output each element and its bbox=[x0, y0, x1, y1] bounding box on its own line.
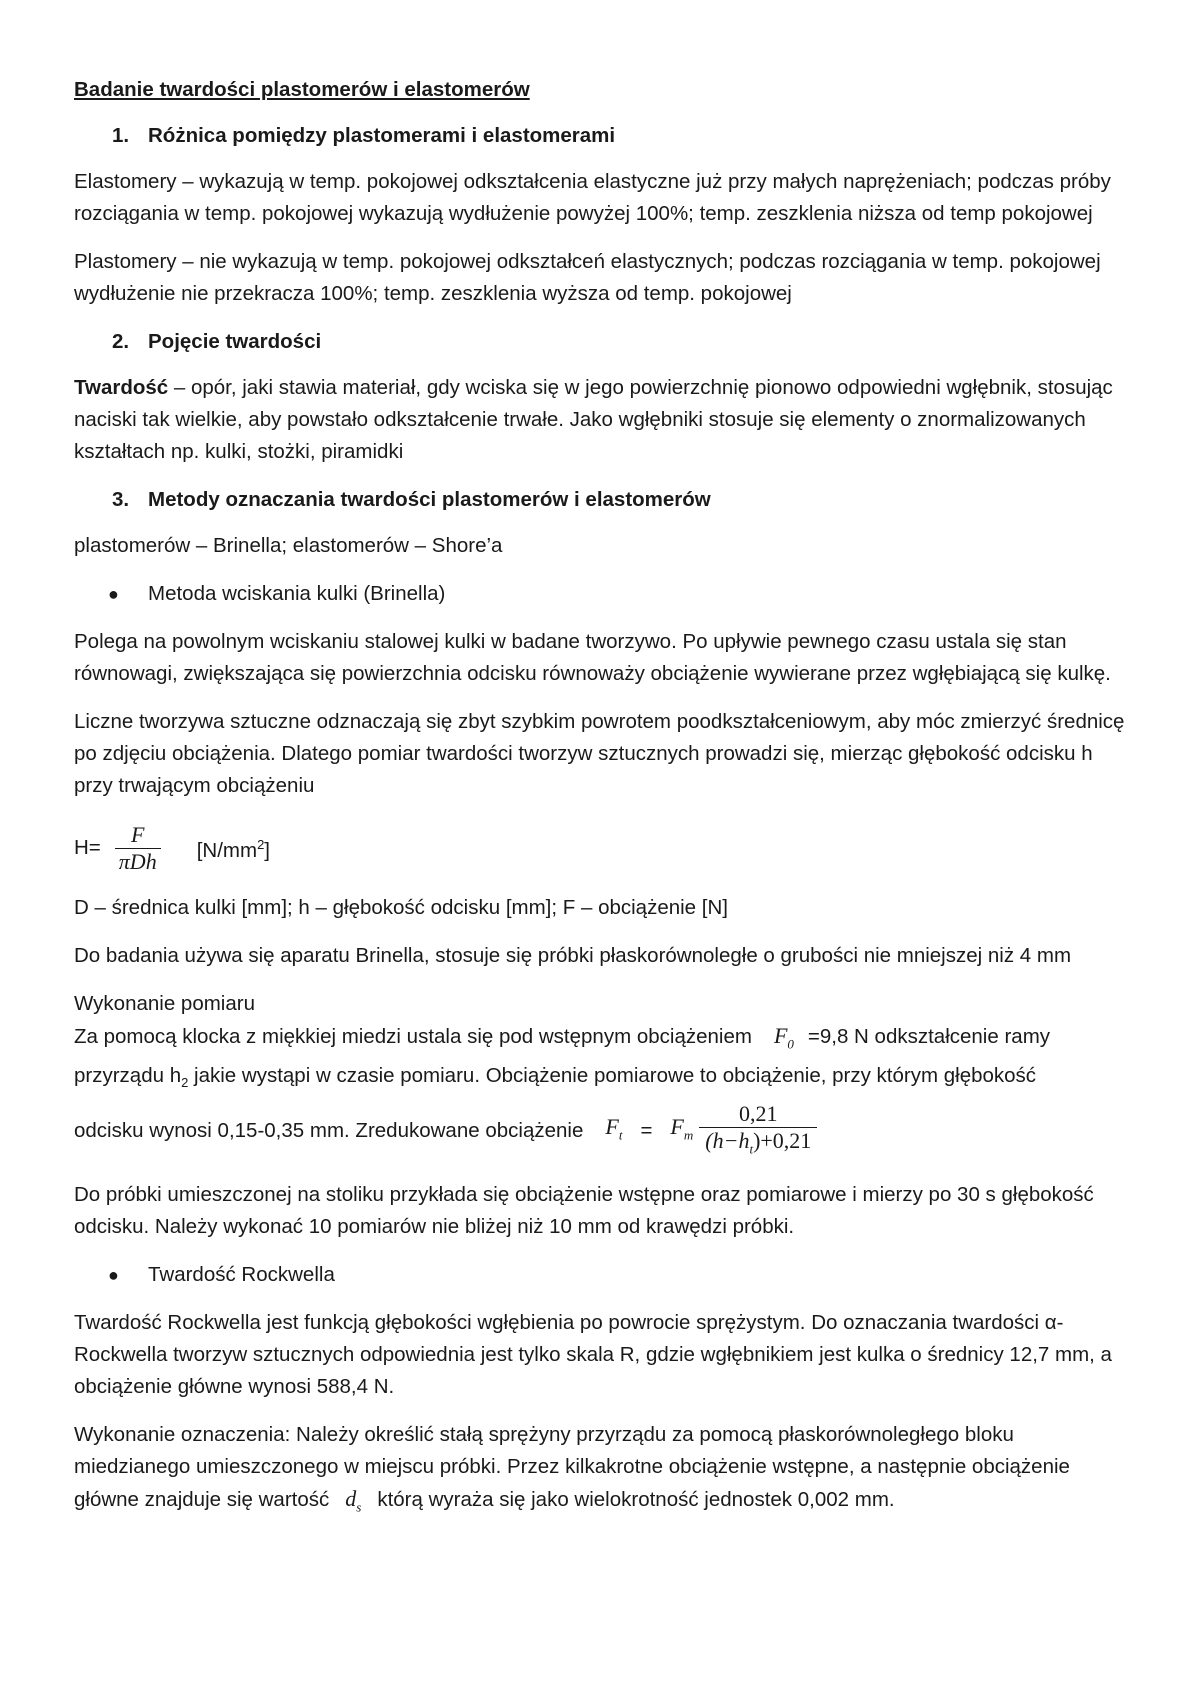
elastomers-paragraph: Elastomery – wykazują w temp. pokojowej odkształcenia elastyczne już przy małych naprężeniach; podczas próby rozciągania w temp. pokojowej wykazują wydłużenie powyżej 100%; temp. zeszklenia niższa od temp pokojowej bbox=[74, 170, 1111, 225]
formula-legend: D – średnica kulki [mm]; h – głębokość odcisku [mm]; F – obciążenie [N] bbox=[74, 896, 728, 919]
sample-paragraph: Do próbki umieszczonej na stoliku przykłada się obciążenie wstępne oraz pomiarowe i mierzy po 30 s głębokość odcisku. Należy wykonać 10 pomiarów nie bliżej niż 10 mm od krawędzi próbki. bbox=[74, 1183, 1094, 1239]
ft-letter: F bbox=[605, 1114, 619, 1140]
bullet-brinell bbox=[74, 578, 1134, 610]
measurement-line-2 bbox=[74, 1060, 1134, 1099]
rockwell-execution-a: Wykonanie oznaczenia: Należy określić stałą sprężyny przyrządu za pomocą płaskorównoległego bloku miedzianego umieszczonego w miejscu próbki. Przez kilkakrotne obciążenie wstępne, a następnie obciążenie główne znajduje się wartość bbox=[74, 1423, 1070, 1512]
plastomers-paragraph: Plastomery – nie wykazują w temp. pokojowej odkształceń elastycznych; podczas rozciągania w temp. pokojowej wydłużenie nie przekracza 100%; temp. zeszklenia wyższa od temp. pokojowej bbox=[74, 250, 1101, 305]
reduced-load-fraction bbox=[699, 1101, 817, 1162]
bullet-rockwell-label: Twardość Rockwella bbox=[148, 1263, 335, 1287]
document-title: Badanie twardości plastomerów i elastomerów bbox=[74, 78, 530, 101]
section-2-title: Pojęcie twardości bbox=[148, 330, 322, 353]
bullet-brinell-label: Metoda wciskania kulki (Brinella) bbox=[148, 582, 446, 605]
f0-subscript: 0 bbox=[787, 1036, 794, 1052]
measurement-line-2b: jakie wystąpi w czasie pomiaru. Obciążenie pomiarowe to obciążenie, przy którym głębokość bbox=[188, 1064, 1037, 1088]
section-2-heading bbox=[74, 326, 1134, 358]
apparatus-paragraph: Do badania używa się aparatu Brinella, stosuje się próbki płaskorównoległe o grubości nie mniejszej niż 4 mm bbox=[74, 944, 1072, 967]
hardness-definition: – opór, jaki stawia materiał, gdy wciska się w jego powierzchnię pionowo odpowiedni wgłębnik, stosując naciski tak wielkie, aby powstało odkształcenie trwałe. Jako wgłębniki stosuje się elementy o znormalizowanych kształtach np. kulki, stożki, piramidki bbox=[74, 376, 1113, 463]
preload-variable bbox=[773, 1023, 794, 1052]
section-1-number: 1. bbox=[112, 124, 130, 147]
fm-subscript: m bbox=[683, 1127, 694, 1143]
formula-denominator: πDh bbox=[118, 848, 157, 874]
hardness-term: Twardość bbox=[74, 376, 169, 399]
ft-variable bbox=[605, 1111, 622, 1151]
ds-variable bbox=[345, 1486, 362, 1515]
denominator-part-b: )+0,21 bbox=[753, 1127, 812, 1153]
formula-fraction bbox=[115, 822, 161, 875]
section-3-heading bbox=[74, 484, 1134, 516]
formula-unit-close: ] bbox=[264, 838, 270, 862]
equals-sign: = bbox=[640, 1119, 653, 1143]
h2-subscript: 2 bbox=[181, 1075, 189, 1091]
bullet-rockwell bbox=[74, 1259, 1134, 1291]
measurement-line-2a: przyrządu h bbox=[74, 1064, 182, 1088]
bullet-dot-icon: ● bbox=[108, 1265, 119, 1286]
section-3-number: 3. bbox=[112, 488, 130, 511]
formula-unit bbox=[197, 829, 270, 867]
reduced-denominator bbox=[699, 1128, 817, 1162]
rockwell-execution-paragraph bbox=[74, 1419, 1134, 1523]
ft-subscript: t bbox=[618, 1127, 623, 1143]
rockwell-execution-b: którą wyraża się jako wielokrotność jednostek 0,002 mm. bbox=[377, 1488, 895, 1512]
section-3-title: Metody oznaczania twardości plastomerów i elastomerów bbox=[148, 488, 711, 511]
bullet-dot-icon: ● bbox=[108, 584, 119, 604]
measurement-heading: Wykonanie pomiaru bbox=[74, 992, 255, 1015]
section-1-title: Różnica pomiędzy plastomerami i elastomerami bbox=[148, 124, 616, 147]
formula-numerator: F bbox=[131, 821, 145, 847]
brinell-paragraph-1: Polega na powolnym wciskaniu stalowej kulki w badane tworzywo. Po upływie pewnego czasu ustala się stan równowagi, zwiększająca się powierzchnia odcisku równoważy obciążenie wywierane przez wgłębiającą się kulkę. bbox=[74, 630, 1111, 685]
measurement-line-1 bbox=[74, 1020, 1134, 1060]
f0-letter: F bbox=[773, 1023, 788, 1048]
reduced-load-line bbox=[74, 1099, 1134, 1163]
formula-unit-text: [N/mm bbox=[196, 838, 258, 862]
ds-subscript: s bbox=[356, 1499, 362, 1515]
hardness-definition-paragraph bbox=[74, 372, 1134, 468]
measurement-line-1b: =9,8 N odkształcenie ramy bbox=[807, 1025, 1051, 1048]
ds-letter: d bbox=[345, 1486, 357, 1512]
measurement-line-3a: odcisku wynosi 0,15-0,35 mm. Zredukowane obciążenie bbox=[74, 1119, 584, 1143]
denominator-part-a: (h−h bbox=[705, 1127, 750, 1153]
section-1-heading bbox=[74, 120, 1134, 152]
fm-letter: F bbox=[670, 1114, 684, 1140]
formula-lhs: H= bbox=[74, 836, 101, 859]
formula-unit-exponent: 2 bbox=[257, 837, 265, 853]
reduced-numerator: 0,21 bbox=[739, 1100, 778, 1126]
denominator-subscript: t bbox=[749, 1141, 754, 1157]
document-page bbox=[74, 74, 1134, 1540]
measurement-block bbox=[74, 988, 1134, 1163]
fm-variable bbox=[670, 1111, 693, 1151]
section-2-number: 2. bbox=[112, 330, 130, 353]
measurement-line-1a: Za pomocą klocka z miękkiej miedzi ustala się pod wstępnym obciążeniem bbox=[74, 1025, 752, 1048]
methods-line: plastomerów – Brinella; elastomerów – Shore’a bbox=[74, 534, 503, 557]
brinell-paragraph-2: Liczne tworzywa sztuczne odznaczają się zbyt szybkim powrotem poodkształceniowym, aby móc zmierzyć średnicę po zdjęciu obciążenia. Dlatego pomiar twardości tworzyw sztucznych prowadzi się, mierząc głębokość odcisku h przy trwającym obciążeniu bbox=[74, 710, 1125, 797]
rockwell-paragraph: Twardość Rockwella jest funkcją głębokości wgłębienia po powrocie sprężystym. Do oznaczania twardości α-Rockwella tworzyw sztucznych odpowiednia jest tylko skala R, gdzie wgłębnikiem jest kulka o średnicy 12,7 mm, a obciążenie główne wynosi 588,4 N. bbox=[74, 1311, 1112, 1399]
hardness-formula bbox=[74, 818, 1134, 878]
